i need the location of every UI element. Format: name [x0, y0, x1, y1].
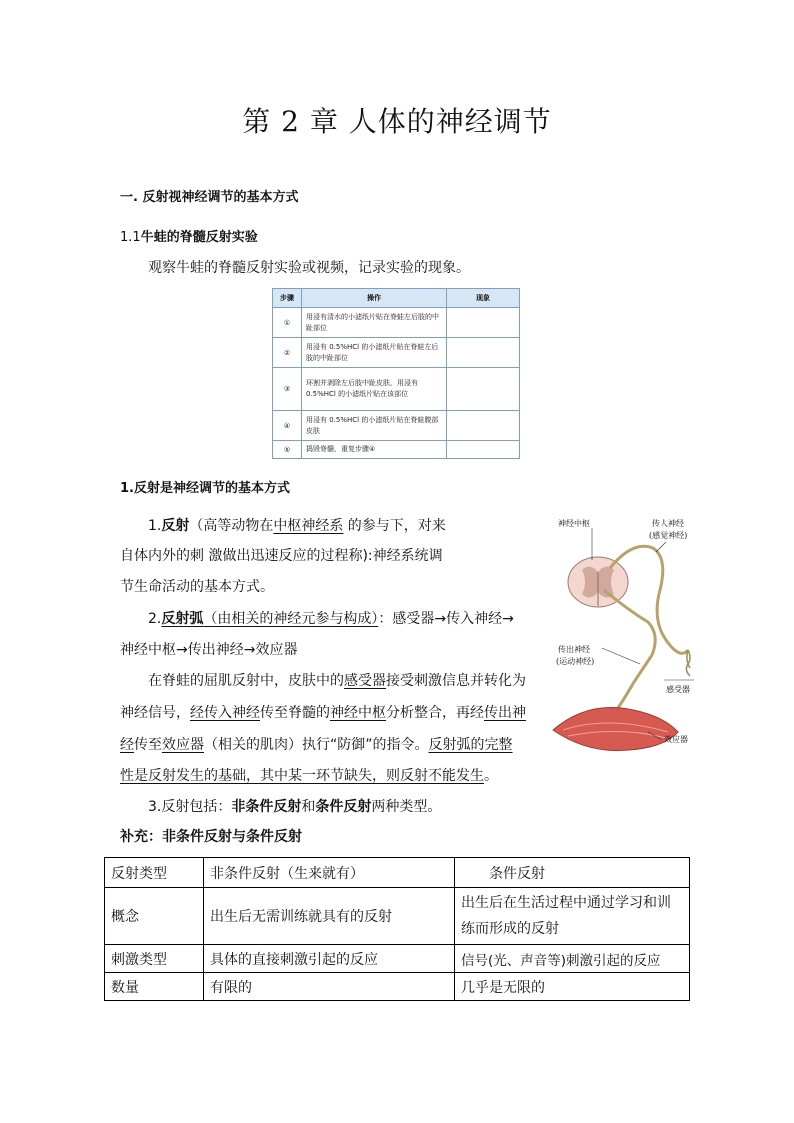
item-number: 1. — [148, 518, 162, 534]
text: （相关的肌肉）执行“防御”的指令。 — [204, 737, 429, 753]
label-efferent-sub: (运动神经) — [556, 657, 595, 666]
text: 3.反射包括： — [148, 799, 232, 815]
subsection-number: 1.1 — [120, 230, 141, 245]
definition-reflex-line3: 节生命活动的基本方式。 — [120, 579, 274, 595]
paragraph-line — [120, 734, 513, 754]
table-row — [105, 858, 690, 888]
underlined-text: 传出神 — [484, 705, 526, 721]
table-cell: 刺激类型 — [105, 945, 204, 973]
reflex-arc-illustration — [548, 510, 708, 760]
result-cell — [447, 338, 520, 368]
table-row — [273, 368, 520, 411]
text: （高等动物在 — [189, 518, 274, 534]
step-cell: ③ — [273, 368, 302, 411]
reflex-arc-line2: 神经中枢→传出神经→效应器 — [120, 642, 298, 658]
paragraph-line — [120, 765, 498, 785]
text: 神经信号， — [120, 705, 190, 721]
table-cell: 出生后无需训练就具有的反射 — [204, 888, 455, 945]
experiment-table — [272, 288, 520, 459]
table-cell: 非条件反射（生来就有） — [204, 858, 455, 888]
text: 分析整合，再经 — [386, 705, 484, 721]
text: 和 — [301, 799, 316, 815]
underlined-text: 感受器 — [344, 673, 386, 689]
term-reflex: 反射 — [161, 518, 190, 534]
result-cell — [447, 368, 520, 411]
definition-reflex — [148, 515, 446, 535]
table-cell: 有限的 — [204, 973, 455, 1001]
underlined-text: 效应器 — [162, 737, 204, 753]
definition-reflex-arc — [148, 608, 514, 628]
label-afferent-nerve: 传人神经 — [652, 519, 684, 528]
table-row — [105, 945, 690, 973]
term-reflex-arc: 反射弧 — [161, 611, 204, 627]
underlined-text: 性是反射发生的基础，其中某一环节缺失，则反射不能发生 — [120, 768, 484, 784]
table-row — [273, 308, 520, 338]
label-nerve-center: 神经中枢 — [558, 519, 590, 528]
label-effector: 效应器 — [664, 735, 688, 744]
text: 的参与下，对来 — [343, 518, 446, 534]
paragraph-line — [120, 702, 526, 722]
table-row — [273, 441, 520, 459]
result-cell — [447, 308, 520, 338]
term-unconditioned: 非条件反射 — [231, 799, 302, 815]
table-cell: 数量 — [105, 973, 204, 1001]
table-cell: 概念 — [105, 888, 204, 945]
subsection-heading-1-1 — [120, 226, 258, 245]
label-receptor: 感受器 — [666, 685, 690, 694]
table-row — [105, 888, 690, 945]
underlined-text: 反射弧的完整 — [428, 737, 513, 753]
label-afferent-sub: (感觉神经) — [649, 531, 688, 540]
paragraph-line — [148, 670, 526, 690]
supplement-heading: 补充：非条件反射与条件反射 — [120, 829, 302, 845]
text: ：感受器→传入神经→ — [378, 611, 514, 627]
operation-cell: 捣毁脊髓，重复步骤④ — [302, 441, 447, 459]
subsection-text: 牛蛙的脊髓反射实验 — [140, 230, 258, 245]
definition-reflex-line2: 自体内外的刺 激做出迅速反应的过程称):神经系统调 — [120, 548, 443, 564]
table-cell: 具体的直接刺激引起的反应 — [204, 945, 455, 973]
step-cell: ① — [273, 308, 302, 338]
text: 接受刺激信息并转化为 — [386, 673, 526, 689]
term-conditioned: 条件反射 — [315, 799, 372, 815]
text: 。 — [484, 768, 498, 784]
table-header-row — [273, 289, 520, 308]
page-title: 第 2 章 人体的神经调节 — [242, 105, 552, 138]
table-row — [273, 338, 520, 368]
operation-cell: 用浸有 0.5%HCl 的小滤纸片贴在脊蛙左后肢的中趾部位 — [302, 338, 447, 368]
table-row — [273, 411, 520, 441]
table-cell: 反射类型 — [105, 858, 204, 888]
step-cell: ⑤ — [273, 441, 302, 459]
header-operation: 操作 — [302, 289, 447, 308]
text: 传至 — [134, 737, 162, 753]
text: 在脊蛙的屈肌反射中，皮肤中的 — [148, 673, 344, 689]
underlined-text: 经 — [120, 737, 134, 753]
underlined-text: 中枢神经系 — [273, 518, 344, 534]
underlined-text: （由相关的神经元参与构成） — [203, 611, 379, 627]
header-result: 现象 — [447, 289, 520, 308]
table-cell: 几乎是无限的 — [455, 973, 690, 1001]
reflex-types — [148, 796, 441, 816]
underlined-text: 神经中枢 — [330, 705, 386, 721]
table-cell: 条件反射 — [455, 858, 690, 888]
label-efferent-nerve: 传出神经 — [558, 645, 590, 654]
table-cell: 出生后在生活过程中通过学习和训练而形成的反射 — [455, 888, 690, 945]
operation-cell: 用浸有清水的小滤纸片贴在脊蛙左后肢的中趾部位 — [302, 308, 447, 338]
section-heading: 一. 反射视神经调节的基本方式 — [120, 190, 299, 205]
underlined-text: 经传入神经 — [190, 705, 260, 721]
result-cell — [447, 441, 520, 459]
step-cell: ④ — [273, 411, 302, 441]
item-number: 2. — [148, 611, 162, 627]
step-cell: ② — [273, 338, 302, 368]
comparison-table — [104, 857, 690, 1001]
reflex-arc-diagram — [548, 510, 708, 760]
table-row — [105, 973, 690, 1001]
observe-instruction: 观察牛蛙的脊髓反射实验或视频，记录实验的现象。 — [148, 260, 470, 276]
table-cell: 信号(光、声音等)刺激引起的反应 — [455, 945, 690, 973]
operation-cell: 用浸有 0.5%HCl 的小滤纸片贴在脊蛙腹部皮肤 — [302, 411, 447, 441]
header-step: 步骤 — [273, 289, 302, 308]
subsection-heading-1: 1.反射是神经调节的基本方式 — [120, 481, 290, 496]
operation-cell: 环割并剥除左后肢中趾皮肤，用浸有 0.5%HCl 的小滤纸片贴在该部位 — [302, 368, 447, 411]
text: 传至脊髓的 — [260, 705, 330, 721]
result-cell — [447, 411, 520, 441]
text: 两种类型。 — [371, 799, 442, 815]
